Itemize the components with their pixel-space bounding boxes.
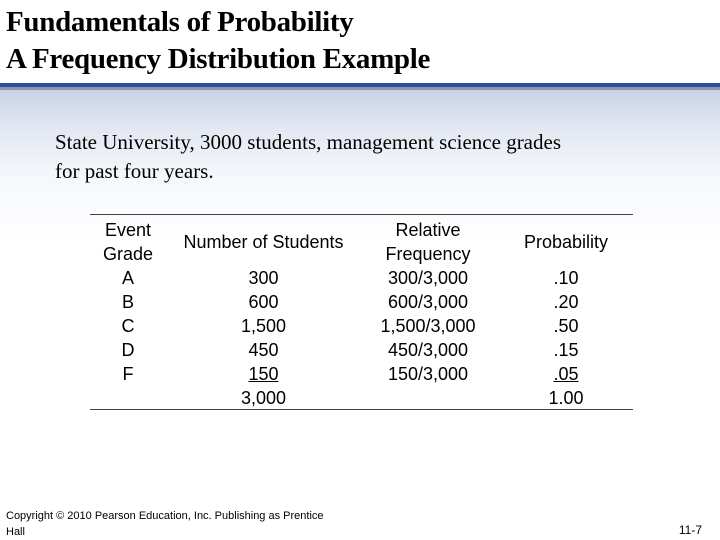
body-line-2: for past four years. bbox=[55, 159, 214, 183]
table-cell-students: 450 bbox=[248, 340, 279, 360]
table-cell-frequency: 1,500/3,000 bbox=[380, 316, 476, 336]
table-cell-students: 600 bbox=[248, 292, 279, 312]
table-cell-probability: .50 bbox=[553, 316, 579, 336]
header-grade: Grade bbox=[102, 244, 154, 264]
table-cell-probability: .10 bbox=[553, 268, 579, 288]
header-probability: Probability bbox=[523, 232, 609, 252]
title-line-2: A Frequency Distribution Example bbox=[6, 43, 431, 75]
table-cell-frequency: 150/3,000 bbox=[387, 364, 469, 384]
copyright-notice bbox=[6, 508, 366, 540]
table-cell-grade: D bbox=[121, 340, 135, 360]
body-line-1: State University, 3000 students, management science grades bbox=[55, 130, 561, 154]
table-top-rule bbox=[90, 214, 633, 215]
table-cell-grade: B bbox=[121, 292, 134, 312]
header-frequency: Frequency bbox=[385, 244, 471, 264]
table-cell-students bbox=[166, 362, 361, 386]
underlined-students: 150 bbox=[248, 364, 279, 384]
table-cell-grade: F bbox=[122, 364, 134, 384]
slide-number: 11-7 bbox=[678, 523, 702, 537]
table-cell-probability bbox=[508, 362, 624, 386]
header-relative: Relative bbox=[395, 220, 461, 240]
header-number-of-students: Number of Students bbox=[183, 232, 344, 252]
table-cell-frequency: 300/3,000 bbox=[387, 268, 469, 288]
table-cell-frequency: 600/3,000 bbox=[387, 292, 469, 312]
table-cell-grade: A bbox=[121, 268, 134, 288]
underlined-probability: .05 bbox=[553, 364, 579, 384]
copyright-line-2: Hall bbox=[6, 526, 25, 538]
header-event: Event bbox=[104, 220, 152, 240]
copyright-line-1: Copyright © 2010 Pearson Education, Inc. Publishing as Prentice bbox=[6, 510, 324, 522]
table-cell-students: 1,500 bbox=[240, 316, 287, 336]
title-line-1: Fundamentals of Probability bbox=[6, 6, 354, 38]
total-students: 3,000 bbox=[240, 388, 287, 408]
table-cell-probability: .15 bbox=[553, 340, 579, 360]
table-cell-probability: .20 bbox=[553, 292, 579, 312]
total-probability: 1.00 bbox=[548, 388, 584, 408]
table-cell-frequency: 450/3,000 bbox=[387, 340, 469, 360]
table-cell-students: 300 bbox=[248, 268, 279, 288]
table-cell-grade: C bbox=[121, 316, 135, 336]
